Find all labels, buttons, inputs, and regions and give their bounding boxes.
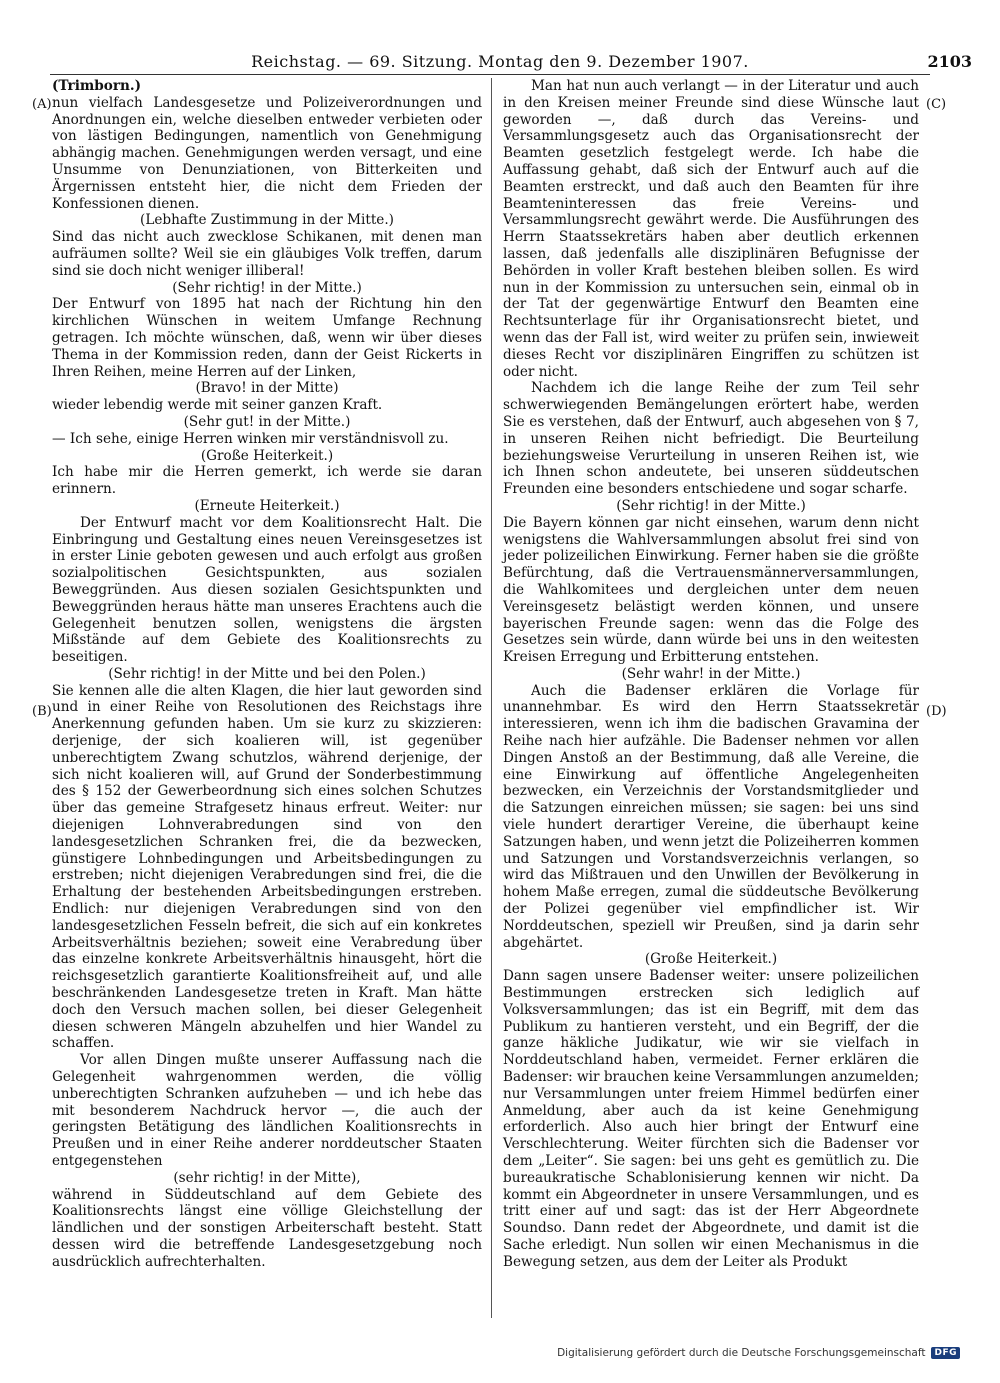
right-column-body — [503, 78, 919, 1271]
dfg-logo: DFG — [931, 1347, 960, 1359]
paragraph: Ich habe mir die Herren gemerkt, ich werde sie daran erinnern. — [52, 464, 482, 498]
paragraph: Man hat nun auch verlangt — in der Literatur und auch in den Kreisen meiner Freunde sind diese Wünsche laut geworden —, daß durch das Vereins- und Versammlungsgesetz auch das Organisationsrecht der Beamten gesetzlich festgelegt werde. Ich habe die Auffassung gehabt, daß sich der Entwurf auch auf die Beamten erstreckt, und daß auch den Beamten für ihre Beamteninteressen das freie Vereins- und Versammlungsrecht gewährt werde. Die Ausführungen des Herrn Staatssekretärs haben aber deutlich erkennen lassen, daß jedenfalls alle disziplinären Befugnisse der Behörden in voller Kraft bestehen bleiben sollen. Es wird nun in der Kommission zu untersuchen sein, einmal ob in der Tat der gegenwärtige Entwurf den Beamten eine Rechtsunterlage für ihr Organisationsrecht bietet, und wenn das der Fall ist, wird weiter zu prüfen sein, inwieweit dieses Recht vor disziplinären Eingriffen zu schützen ist oder nicht. — [503, 78, 919, 380]
paragraph: Sind das nicht auch zwecklose Schikanen, mit denen man aufräumen sollte? Weil sie ein gläubiges Volk treffen, darum sind sie doch nicht weniger illiberal! — [52, 229, 482, 279]
margin-marker-a: (A) — [32, 97, 52, 112]
interjection: (Sehr gut! in der Mitte.) — [183, 413, 351, 430]
paragraph: Sie kennen alle die alten Klagen, die hier laut geworden sind und in einer Reihe von Resolutionen des Reichstags ihre Anerkennung gefunden haben. Um sie kurz zu skizzieren: derjenige, der sich koalieren will, ist gegenüber unberechtigtem Zwang schutzlos, während derjenige, der sich nicht koalieren will, auf Grund der Sonderbestimmung des § 152 der Gewerbeordnung sich eines solchen Schutzes über das gemeine Strafgesetz hinaus erfreut. Weiter: nur diejenigen Lohnverabredungen sind von den landesgesetzlichen Schranken frei, die da bezwecken, günstigere Lohnbedingungen und Arbeitsbedingungen zu erstreben; nicht diejenigen Verabredungen sind frei, die die Erhaltung der bestehenden Arbeitsbedingungen erstreben. Endlich: nur diejenigen Verabredungen sind von den landesgesetzlichen Fesseln befreit, die sich auf ein konkretes Arbeitsverhältnis beziehen; soweit eine Verabredung über das einzelne konkrete Arbeitsverhältnis hinausgeht, hört die reichsgesetzlich garantierte Koalitionsfreiheit auf, und alle beschränkenden Landesgesetze treten in Kraft. Man hätte doch den Versuch machen sollen, bei dieser Gelegenheit diesen schweren Mängeln abzuhelfen und hier Wandel zu schaffen. — [52, 682, 482, 1052]
paragraph: Auch die Badenser erklären die Vorlage für unannehmbar. Es wird den Herrn Staatssekretär interessieren, wenn ich ihm die badischen Gravamina der Reihe nach hier aufzähle. Die Badenser nehmen vor allen Dingen Anstoß an der Bestimmung, daß alle Vereine, die eine Einwirkung auf öffentliche Angelegenheiten bezwecken, ein Verzeichnis der Vorstandsmitglieder und die Satzungen einreichen müssen; sie sagen: bei uns sind viele hundert derartiger Vereine, die überhaupt keine Satzungen haben, und wenn jetzt die Polizeiherren kommen und Satzungen und Vorstandsverzeichnis verlangen, so wird das Mißtrauen und den Unwillen der Bevölkerung in hohem Maße erregen, zumal die süddeutsche Bevölkerung der Polizei gegenüber viel empfindlicher ist. Wir Norddeutschen, speziell wir Preußen, sind ja darin sehr abgehärtet. — [503, 682, 919, 951]
page-header — [28, 46, 972, 76]
paragraph: Vor allen Dingen mußte unserer Auffassung nach die Gelegenheit wahrgenommen werden, die völlig unberechtigten Schranken aufzuheben — und ich hebe das mit besonderem Nachdruck hervor —, die auch der geringsten Betätigung des ländlichen Koalitionsrechts in Preußen und in einer Reihe anderer norddeutscher Staaten entgegenstehen — [52, 1052, 482, 1169]
paragraph: — Ich sehe, einige Herren winken mir verständnisvoll zu. — [52, 430, 449, 447]
paragraph: wieder lebendig werde mit seiner ganzen Kraft. — [52, 397, 383, 414]
interjection: (Erneute Heiterkeit.) — [194, 497, 340, 514]
footer-credit: Digitalisierung gefördert durch die Deutsche Forschungsgemeinschaft — [557, 1347, 926, 1359]
paragraph: Die Bayern können gar nicht einsehen, warum denn nicht wenigstens die Wahlversammlungen absolut frei sind von jeder polizeilichen Einwirkung. Ferner haben sie die größte Befürchtung, daß die Vertrauensmännerversammlungen, die Wahlkomitees und dergleichen unter dem neuen Vereinsgesetz belästigt werden können, und unsere bayerischen Freunde sagen: wenn das die Folge des Gesetzes sein würde, dann würde bei uns in den weitesten Kreisen Erregung und Erbitterung entstehen. — [503, 514, 919, 666]
page-number: 2103 — [927, 52, 972, 71]
left-column — [52, 78, 482, 1271]
interjection: (Sehr richtig! in der Mitte und bei den Polen.) — [108, 665, 426, 682]
interjection: (sehr richtig! in der Mitte), — [173, 1169, 361, 1186]
margin-marker-d: (D) — [926, 704, 947, 719]
right-column — [503, 78, 919, 1271]
header-divider — [50, 74, 930, 75]
margin-marker-b: (B) — [32, 704, 52, 719]
paragraph: Dann sagen unsere Badenser weiter: unsere polizeilichen Bestimmungen erstrecken sich lediglich auf Volksversammlungen; das ist ein Begriff, mit dem das Publikum zu hantieren versteht, und ein Begriff, der die ganze häkliche Judikatur, wie wir sie vielfach in Norddeutschland haben, vermeidet. Ferner erklären die Badenser: wir brauchen keine Versammlungen anzumelden; nur Versammlungen unter freiem Himmel bedürfen einer Anmeldung, aber auch da ist keine Genehmigung erforderlich. Also auch hier bringt der Entwurf eine Verschlechterung. Weiter fürchten sich die Badenser vor dem „Leiter“. Sie sagen: bei uns geht es gemütlich zu. Die bureaukratische Schablonisierung kennen wir nicht. Da kommt ein Abgeordneter in unsere Versammlungen, und es tritt einer auf und sagt: das ist der Herr Abgeordnete Soundso. Dann redet der Abgeordnete, und damit ist die Sache erledigt. Nun sollen wir einen Mechanismus in die Bewegung setzen, aus dem der Leiter als Produkt — [503, 968, 919, 1270]
running-title: Reichstag. — 69. Sitzung. Montag den 9. Dezember 1907. — [251, 52, 749, 71]
interjection: (Bravo! in der Mitte) — [195, 380, 339, 397]
margin-marker-c: (C) — [926, 97, 947, 112]
paragraph: Der Entwurf macht vor dem Koalitionsrecht Halt. Die Einbringung und Gestaltung eines neuen Vereinsgesetzes ist in erster Linie geboten gewesen und auch erfolgt aus großen sozialpolitischen Gesichtspunkten, aus sozialen Beweggründen. Aus diesen sozialen Gesichtspunkten und Beweggründen heraus hätte man unseres Erachtens auch die Gelegenheit benutzen sollen, wenigstens die ärgsten Mißstände auf dem Gebiete des Koalitionsrechts zu beseitigen. — [52, 514, 482, 666]
paragraph: während in Süddeutschland auf dem Gebiete des Koalitionsrechts längst eine völlige Gleichstellung der ländlichen und der sonstigen Arbeiterschaft besteht. Statt dessen wird die betreffende Landesgesetzgebung noch ausdrücklich aufrechterhalten. — [52, 1186, 482, 1270]
interjection: (Sehr richtig! in der Mitte.) — [616, 497, 806, 514]
paragraph: nun vielfach Landesgesetze und Polizeiverordnungen und Anordnungen ein, welche dieselben entweder verbieten oder von lästigen Bedingungen, namentlich von Genehmigung abhängig machen. Genehmigungen werden versagt, und eine Unsumme von Denunziationen, von Bitterkeiten und Ärgernissen entsteht hier, die nicht dem Frieden der Konfessionen dienen. — [52, 94, 482, 212]
paragraph: Der Entwurf von 1895 hat nach der Richtung hin den kirchlichen Wünschen in weitem Umfange Rechnung getragen. Ich möchte wünschen, daß, wenn wir über dieses Thema in der Kommission reden, dann der Geist Rickerts in Ihren Reihen, meine Herren auf der Linken, — [52, 296, 482, 380]
column-divider — [491, 78, 492, 1318]
interjection: (Große Heiterkeit.) — [644, 951, 778, 968]
interjection: (Sehr wahr! in der Mitte.) — [621, 665, 801, 682]
footer — [557, 1347, 960, 1359]
interjection: (Lebhafte Zustimmung in der Mitte.) — [140, 212, 394, 229]
speaker-label: (Trimborn.) — [52, 78, 142, 94]
interjection: (Sehr richtig! in der Mitte.) — [172, 279, 362, 296]
interjection: (Große Heiterkeit.) — [200, 447, 334, 464]
left-column-body — [52, 95, 482, 1271]
paragraph: Nachdem ich die lange Reihe der zum Teil sehr schwerwiegenden Bemängelungen erörtert habe, werden Sie es verstehen, daß der Entwurf, auch abgesehen von § 7, in unseren Reihen nicht befriedigt. Die Beurteilung beziehungsweise Verurteilung in unseren Reihen ist, wie ich Ihnen schon andeutete, bei unseren süddeutschen Freunden eine besonders entschiedene und sogar scharfe. — [503, 380, 919, 498]
